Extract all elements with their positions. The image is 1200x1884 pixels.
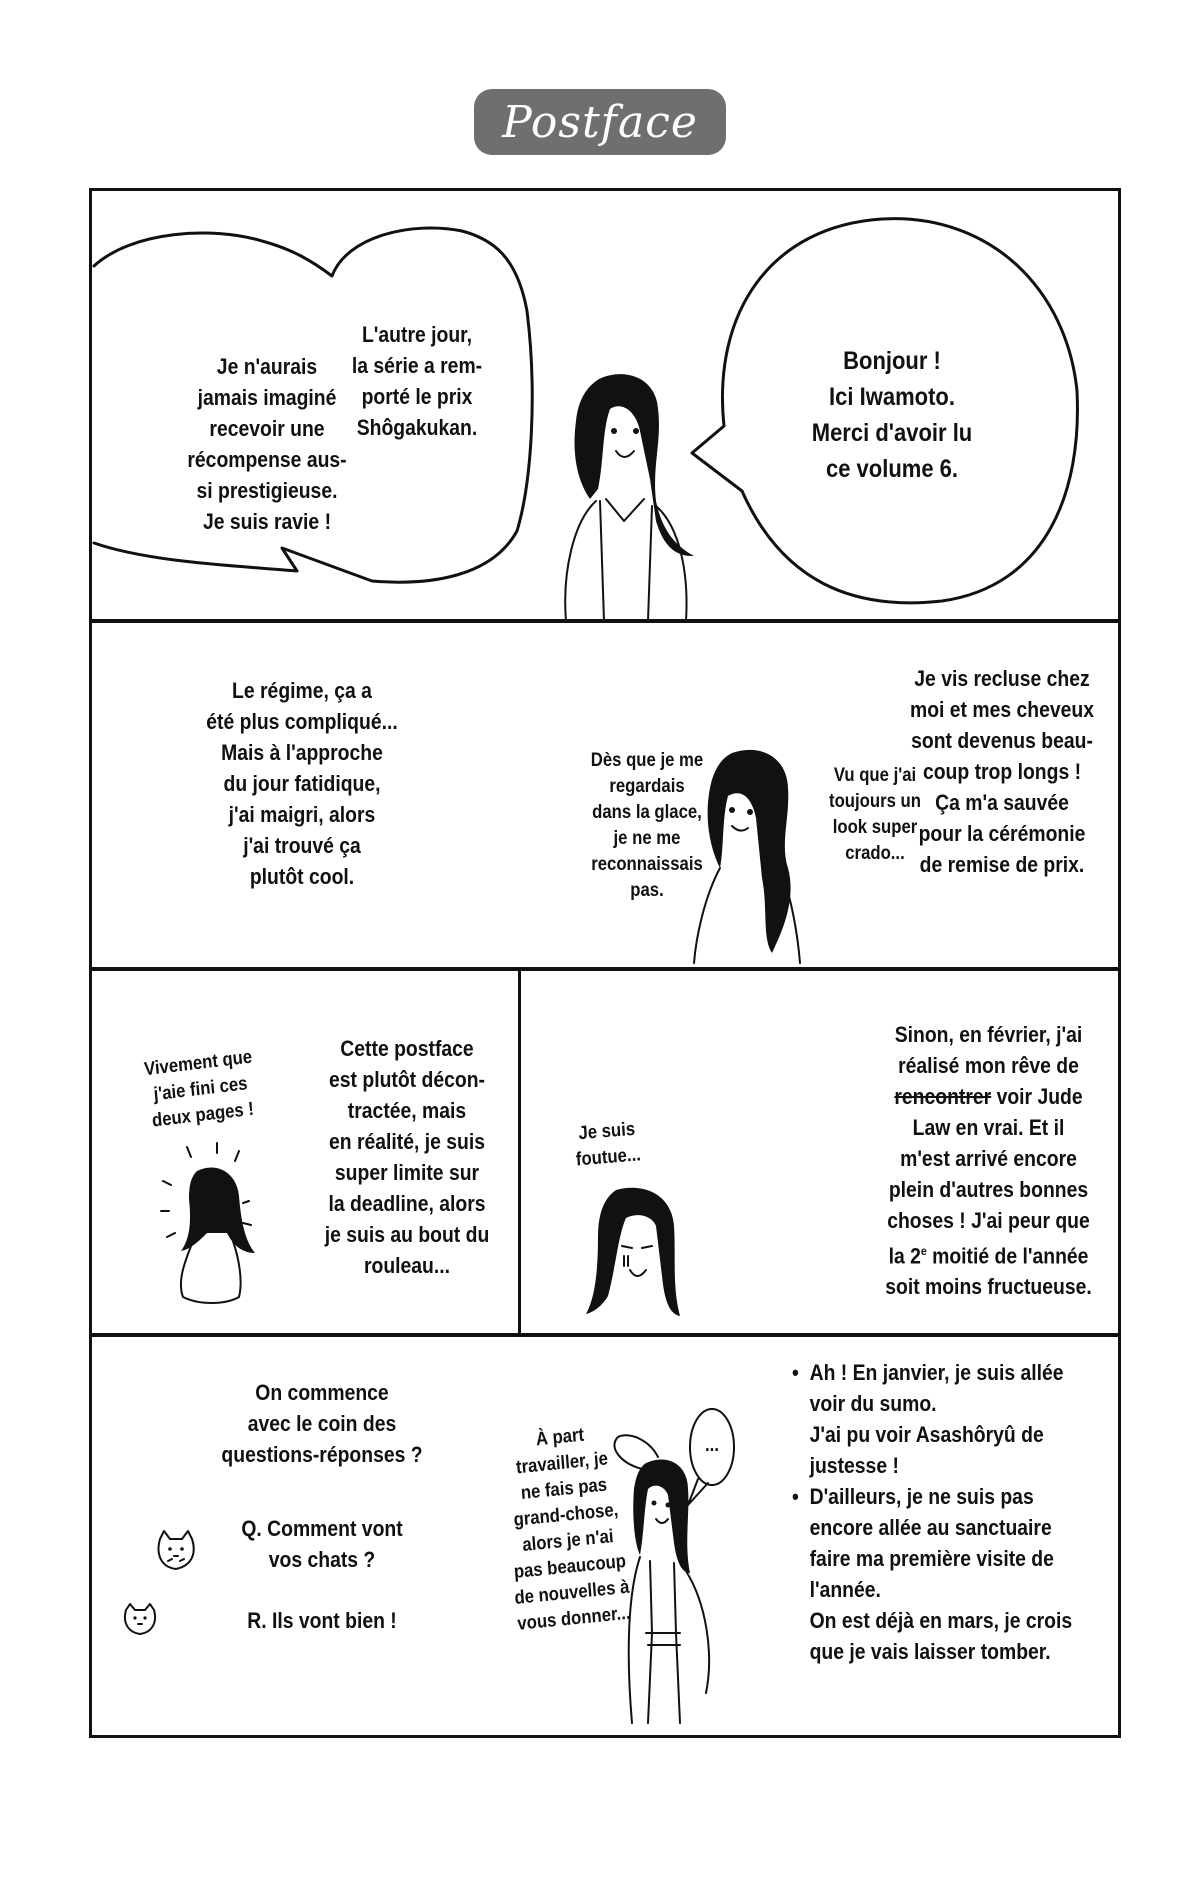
struck-word: rencontrer bbox=[894, 1084, 992, 1109]
panel-4-aside-text: Je suis foutue... bbox=[575, 1118, 642, 1171]
author-character-tired bbox=[576, 1186, 696, 1326]
panel-2-center-left-text: Dès que je me regardais dans la glace, je ne me reconnaissais pas. bbox=[590, 750, 704, 901]
panel-2-left-text: Le régime, ça a été plus compliqué... Mais à l'approche du jour fatidique, j'ai maigri, alors j'ai trouvé ça plutôt cool. bbox=[206, 678, 398, 889]
author-character-standing bbox=[610, 1433, 740, 1733]
thought-bubble-text: ... bbox=[705, 1435, 719, 1456]
cat-face-icon bbox=[154, 1529, 198, 1573]
panel-3-aside-text: Vivement que j'aie fini ces deux pages ! bbox=[143, 1046, 255, 1132]
panel-1 bbox=[89, 188, 1121, 622]
panel-2-right-text: Je vis recluse chez moi et mes cheveux sont devenus beau- coup trop longs ! Ça m'a sauvée pour la cérémonie de remise de prix. bbox=[909, 666, 1095, 877]
panel-3 bbox=[89, 968, 521, 1336]
panel-5-center-text: À part travailler, je ne fais pas grand-chose, alors je n'ai pas beaucoup de nouvelles à vous donner... bbox=[512, 1424, 632, 1635]
bullet-item-shrine: • D'ailleurs, je ne suis pas encore allée au sanctuaire faire ma première visite de l'année. On est déjà en mars, je crois que je vais laisser tomber. bbox=[792, 1481, 1074, 1667]
author-character-figure bbox=[544, 371, 704, 631]
panel-5-question-text: Q. Comment vont vos chats ? bbox=[241, 1516, 403, 1572]
bubble-right-text: Bonjour ! Ici Iwamoto. Merci d'avoir lu ce volume 6. bbox=[811, 347, 973, 483]
cat-face-icon-small bbox=[122, 1602, 158, 1638]
author-character-long-hair bbox=[692, 748, 812, 968]
bullet-item-sumo: • Ah ! En janvier, je suis allée voir du sumo. J'ai pu voir Asashôryû de justesse ! bbox=[792, 1357, 1074, 1481]
panel-3-main-text: Cette postface est plutôt décon- tractée, mais en réalité, je suis super limite sur la deadline, alors je suis au bout du rouleau... bbox=[324, 1036, 490, 1278]
author-character-sitting-back bbox=[147, 1141, 267, 1311]
panel-2 bbox=[89, 620, 1121, 970]
panel-5-intro-text: On commence avec le coin des questions-réponses ? bbox=[221, 1380, 423, 1467]
panel-5 bbox=[89, 1334, 1121, 1738]
panel-5-bullets bbox=[792, 1357, 1074, 1667]
panel-2-center-right-text: Vu que j'ai toujours un look super crado... bbox=[829, 765, 921, 864]
page-title: Postface bbox=[474, 89, 726, 155]
bubble-left-text-a: Je n'aurais jamais imaginé recevoir une récompense aus- si prestigieuse. Je suis ravie ! bbox=[187, 354, 347, 534]
panel-4-main-text: Sinon, en février, j'ai réalisé mon rêve de rencontrer voir Jude Law en vrai. Et il m'est arrivé encore plein d'autres bonnes choses ! J'ai peur que la 2e moitié de l'année soit moins fructueuse. bbox=[885, 1022, 1092, 1300]
bubble-left-text-b: L'autre jour, la série a rem- porté le prix Shôgakukan. bbox=[351, 322, 483, 440]
panel-4 bbox=[518, 968, 1121, 1336]
panel-5-answer-text: R. Ils vont bien ! bbox=[247, 1608, 397, 1633]
